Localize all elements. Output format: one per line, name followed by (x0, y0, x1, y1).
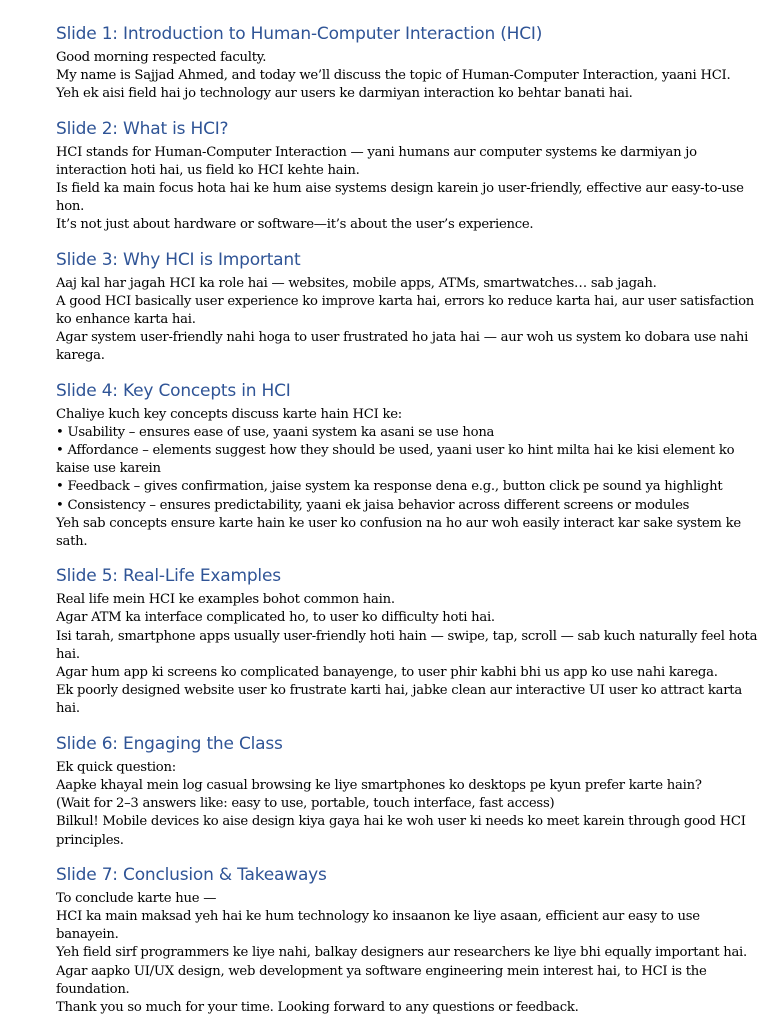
slide-1-section (56, 22, 762, 104)
slide-5-section (56, 564, 762, 718)
slide-6-section (56, 732, 762, 850)
slide-7-section (56, 863, 762, 1017)
slide-5-paragraph: Isi tarah, smartphone apps usually user-friendly hoti hain — swipe, tap, scroll — sab kuch naturally feel hota hai. (56, 628, 758, 662)
slide-4-bullet: • Affordance – elements suggest how they should be used, yaani user ko hint milta hai ke kisi element ko kaise use karein (56, 443, 735, 477)
slide-7-title: Slide 7: Conclusion & Takeaways (56, 864, 327, 885)
slide-2-paragraph: HCI stands for Human-Computer Interaction — yani humans aur computer systems ke darmiyan jo interaction hoti hai, us field ko HCI kehte hain. (56, 144, 697, 178)
slide-2-section (56, 117, 762, 235)
slide-2-title: Slide 2: What is HCI? (56, 118, 229, 139)
slide-3-section (56, 248, 762, 366)
slide-5-paragraph: Real life mein HCI ke examples bohot common hain. (56, 592, 395, 608)
slide-4-bullet: • Consistency – ensures predictability, yaani ek jaisa behavior across different screens or modules (56, 497, 690, 513)
slide-6-paragraph: Ek quick question: (56, 759, 176, 775)
slide-7-paragraph: Agar aapko UI/UX design, web development ya software engineering mein interest hai, to HCI is the foundation. (56, 963, 707, 997)
slide-4-section (56, 379, 762, 552)
slide-2-paragraph: It’s not just about hardware or software—it’s about the user’s experience. (56, 217, 534, 233)
slide-4-title: Slide 4: Key Concepts in HCI (56, 380, 291, 401)
slide-4-bullet: • Usability – ensures ease of use, yaani system ka asani se use hona (56, 424, 495, 440)
slide-7-paragraph: HCI ka main maksad yeh hai ke hum technology ko insaanon ke liye asaan, efficient aur easy to use banayein. (56, 908, 700, 943)
slide-1-paragraph: Good morning respected faculty. (56, 50, 267, 65)
slide-5-title: Slide 5: Real-Life Examples (56, 566, 281, 587)
slide-1-title: Slide 1: Introduction to Human-Computer Interaction (HCI) (56, 24, 543, 44)
slide-6-paragraph: Aapke khayal mein log casual browsing ke liye smartphones ko desktops pe kyun prefer karte hain? (56, 777, 702, 793)
slide-6-title: Slide 6: Engaging the Class (56, 733, 283, 754)
slide-4-paragraph: Yeh sab concepts ensure karte hain ke user ko confusion na ho aur woh easily interact kar sake system ke sath. (56, 515, 741, 550)
document-page (56, 22, 762, 1017)
slide-3-title: Slide 3: Why HCI is Important (56, 249, 301, 270)
slide-5-paragraph: Agar hum app ki screens ko complicated banayenge, to user phir kabhi bhi us app ko use nahi karega. (56, 665, 718, 681)
slide-1-paragraph: Yeh ek aisi field hai jo technology aur users ke darmiyan interaction ko behtar banati hai. (56, 86, 633, 102)
slide-3-paragraph: A good HCI basically user experience ko improve karta hai, errors ko reduce karta hai, aur user satisfaction ko enhance karta hai. (56, 293, 755, 328)
slide-7-paragraph: To conclude karte hue — (56, 890, 217, 906)
slide-2-paragraph: Is field ka main focus hota hai ke hum aise systems design karein jo user-friendly, effective aur easy-to-use hon. (56, 181, 744, 215)
slide-4-paragraph: Chaliye kuch key concepts discuss karte hain HCI ke: (56, 406, 403, 422)
slide-1-paragraph: My name is Sajjad Ahmed, and today we’ll discuss the topic of Human-Computer Interaction, yaani HCI. (56, 68, 731, 84)
slide-6-paragraph: Bilkul! Mobile devices ko aise design kiya gaya hai ke woh user ki needs ko meet karein through good HCI principles. (56, 814, 746, 848)
slide-3-paragraph: Aaj kal har jagah HCI ka role hai — websites, mobile apps, ATMs, smartwatches… sab jagah. (56, 275, 657, 291)
slide-5-paragraph: Agar ATM ka interface complicated ho, to user ko difficulty hoti hai. (56, 610, 495, 626)
slide-4-bullet: • Feedback – gives confirmation, jaise system ka response dena e.g., button click pe sound ya highlight (56, 479, 723, 495)
slide-7-paragraph: Yeh field sirf programmers ke liye nahi, balkay designers aur researchers ke liye bhi equally important hai. (56, 945, 747, 961)
slide-3-paragraph: Agar system user-friendly nahi hoga to user frustrated ho jata hai — aur woh us system ko dobara use nahi karega. (56, 330, 749, 364)
slide-6-paragraph: (Wait for 2–3 answers like: easy to use, portable, touch interface, fast access) (56, 796, 555, 812)
slide-7-paragraph: Thank you so much for your time. Looking forward to any questions or feedback. (56, 999, 579, 1015)
slide-5-paragraph: Ek poorly designed website user ko frustrate karti hai, jabke clean aur interactive UI user ko attract karta hai. (56, 683, 742, 717)
